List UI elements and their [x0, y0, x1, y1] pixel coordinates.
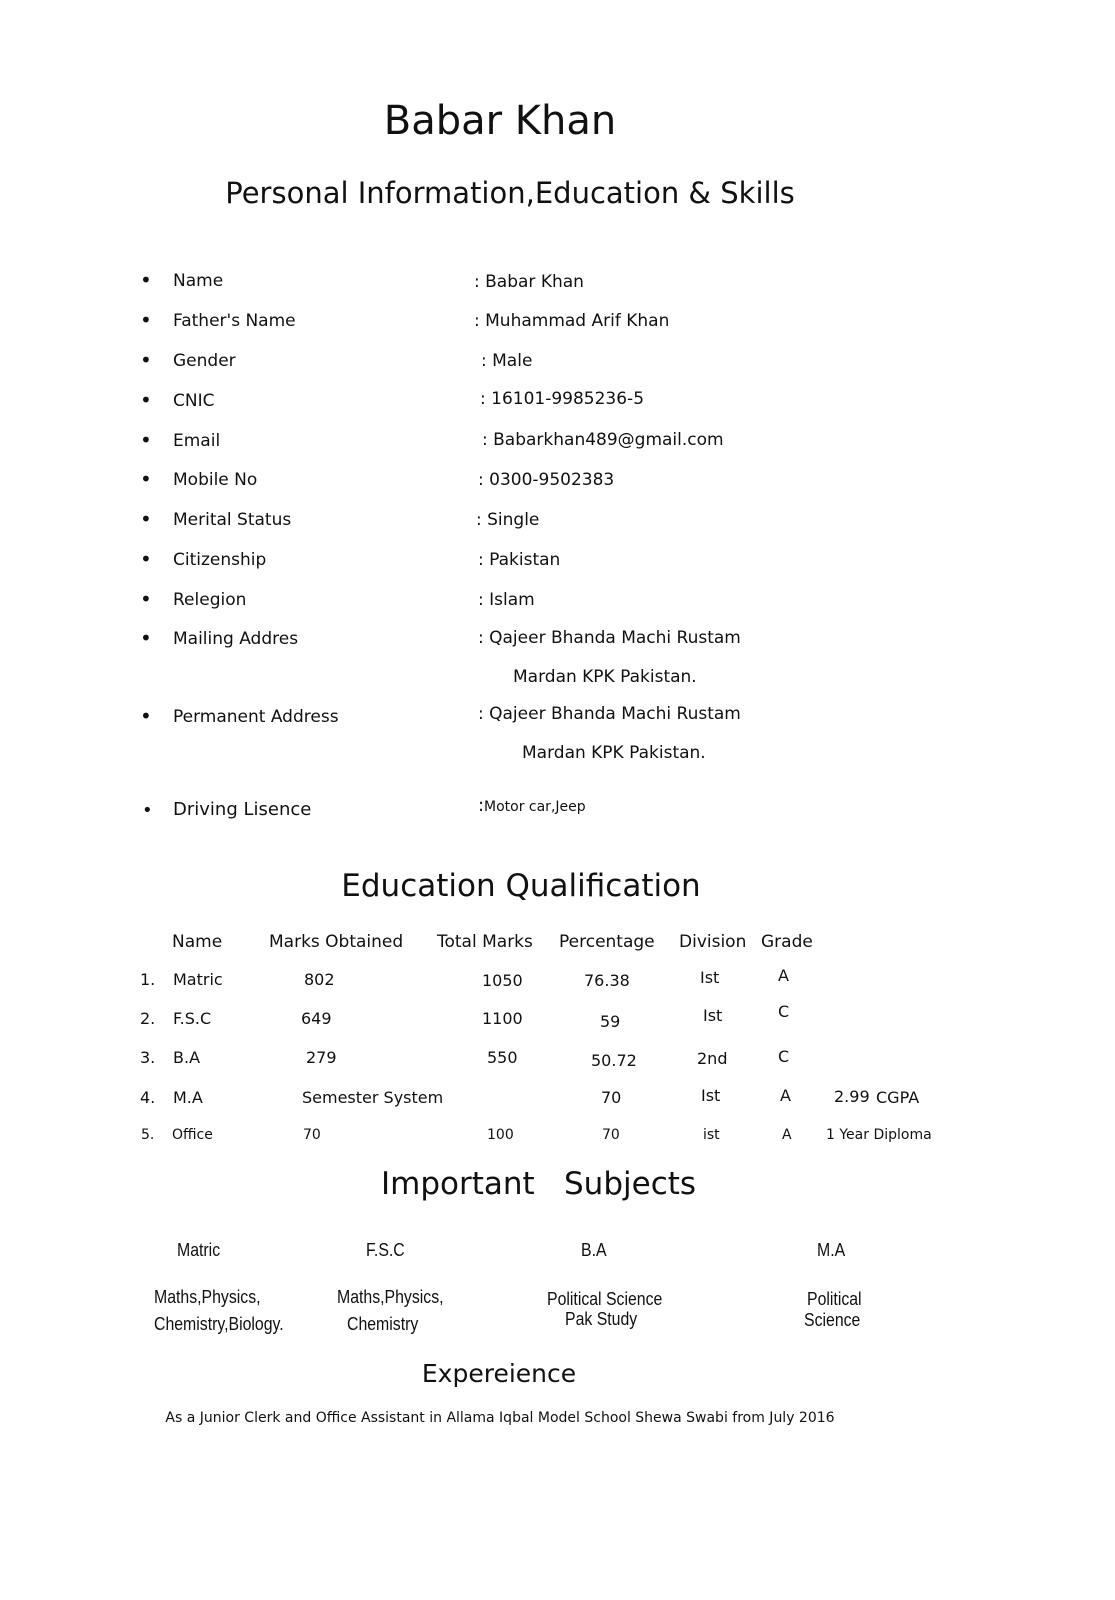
personal-value-line2: Mardan KPK Pakistan.	[513, 667, 697, 687]
cell-grade: A	[780, 1086, 791, 1105]
cell-percentage: 76.38	[584, 971, 630, 990]
bullet-icon: •	[140, 388, 152, 412]
cell-grade: C	[778, 1002, 790, 1021]
subject-level: Matric	[177, 1240, 221, 1260]
personal-label: Relegion	[173, 590, 247, 610]
cell-total: 1050	[482, 971, 523, 990]
personal-label: Mobile No	[173, 470, 258, 490]
column-header: Marks Obtained	[269, 932, 404, 952]
cell-grade: A	[778, 966, 789, 985]
cell-name: M.A	[173, 1088, 203, 1107]
cell-percentage: 59	[600, 1012, 621, 1031]
subject-level: M.A	[817, 1240, 846, 1260]
column-header: Name	[172, 932, 223, 952]
experience-text: As a Junior Clerk and Office Assistant in Allama Iqbal Model School Shewa Swabi from July 2016	[165, 1410, 835, 1426]
personal-value: : Babar Khan	[474, 272, 584, 292]
personal-label: Citizenship	[173, 550, 267, 570]
subject-list-line: Maths,Physics,	[337, 1287, 444, 1307]
cell-name: B.A	[173, 1048, 201, 1067]
column-header: Percentage	[559, 932, 655, 952]
personal-value: : Pakistan	[478, 550, 561, 570]
row-number: 3.	[140, 1048, 156, 1067]
personal-value: : 0300-9502383	[478, 470, 615, 490]
column-header: Grade	[761, 932, 813, 952]
personal-label: Driving Lisence	[173, 799, 312, 820]
bullet-icon: •	[142, 800, 153, 821]
cell-division: Ist	[701, 1086, 721, 1105]
cell-percentage: 50.72	[591, 1051, 637, 1070]
subject-list-line: Political	[807, 1289, 862, 1309]
row-number: 4.	[140, 1088, 156, 1107]
bullet-icon: •	[140, 547, 152, 571]
personal-value: : Qajeer Bhanda Machi Rustam	[478, 704, 741, 724]
subject-level: F.S.C	[366, 1240, 405, 1260]
bullet-icon: •	[140, 587, 152, 611]
cell-obtained: Semester System	[302, 1088, 444, 1107]
personal-label: CNIC	[173, 391, 215, 411]
row-number: 5.	[141, 1127, 155, 1143]
personal-value: Motor car,Jeep	[484, 799, 586, 815]
bullet-icon: •	[140, 626, 152, 650]
cell-grade: C	[778, 1047, 790, 1066]
cell-division: ist	[703, 1127, 720, 1143]
cell-obtained: 802	[304, 970, 335, 989]
page-subtitle: Personal Information,Education & Skills	[225, 176, 795, 210]
cell-division: Ist	[700, 968, 720, 987]
personal-label: Permanent Address	[173, 707, 339, 727]
subject-list-line: Maths,Physics,	[154, 1287, 261, 1307]
bullet-icon: •	[140, 308, 152, 332]
subject-list-line: Science	[804, 1310, 861, 1330]
personal-value: : Babarkhan489@gmail.com	[482, 430, 724, 450]
personal-label: Name	[173, 271, 224, 291]
personal-label: Email	[173, 431, 221, 451]
personal-label: Gender	[173, 351, 236, 371]
personal-label: Father's Name	[173, 311, 296, 331]
personal-label: Merital Status	[173, 510, 292, 530]
cell-obtained: 649	[301, 1009, 332, 1028]
cell-obtained: 279	[306, 1048, 337, 1067]
personal-value-colon: :	[478, 795, 485, 816]
bullet-icon: •	[140, 467, 152, 491]
cell-percentage: 70	[602, 1127, 620, 1143]
column-header: Division	[679, 932, 747, 952]
personal-value: : Male	[481, 351, 533, 371]
cell-name: Office	[172, 1127, 213, 1143]
cell-cgpa: 2.99	[834, 1087, 870, 1106]
cell-division: Ist	[703, 1006, 723, 1025]
cell-percentage: 70	[601, 1088, 622, 1107]
cell-total: 1100	[482, 1009, 523, 1028]
bullet-icon: •	[140, 348, 152, 372]
bullet-icon: •	[140, 268, 152, 292]
subject-level: B.A	[581, 1240, 607, 1260]
cell-division: 2nd	[697, 1049, 728, 1068]
subject-list-line: Pak Study	[565, 1309, 638, 1329]
row-number: 2.	[140, 1009, 156, 1028]
cell-total: 550	[487, 1048, 518, 1067]
cell-obtained: 70	[303, 1127, 321, 1143]
personal-label: Mailing Addres	[173, 629, 299, 649]
bullet-icon: •	[140, 428, 152, 452]
row-number: 1.	[140, 970, 156, 989]
column-header: Total Marks	[437, 932, 533, 952]
subjects-title-part2: Subjects	[564, 1166, 697, 1202]
subject-list-line: Chemistry	[347, 1314, 419, 1334]
personal-value: : 16101-9985236-5	[480, 389, 645, 409]
education-title: Education Qualification	[341, 868, 701, 904]
bullet-icon: •	[140, 507, 152, 531]
bullet-icon: •	[140, 704, 152, 728]
personal-value-line2: Mardan KPK Pakistan.	[522, 743, 706, 763]
experience-title: Expereience	[421, 1359, 577, 1388]
personal-value: : Muhammad Arif Khan	[474, 311, 670, 331]
personal-value: : Single	[476, 510, 540, 530]
page-title: Babar Khan	[383, 98, 617, 144]
cell-name: Matric	[173, 970, 223, 989]
subjects-title-part1: Important	[381, 1166, 535, 1202]
cell-note: 1 Year Diploma	[826, 1127, 932, 1143]
cell-total: 100	[487, 1127, 514, 1143]
subject-list-line: Chemistry,Biology.	[154, 1314, 284, 1334]
cell-cgpa-label: CGPA	[876, 1088, 920, 1107]
personal-value: : Qajeer Bhanda Machi Rustam	[478, 628, 741, 648]
cell-grade: A	[782, 1127, 792, 1143]
personal-value: : Islam	[478, 590, 535, 610]
subject-list-line: Political Science	[547, 1289, 663, 1309]
cell-name: F.S.C	[173, 1009, 212, 1028]
